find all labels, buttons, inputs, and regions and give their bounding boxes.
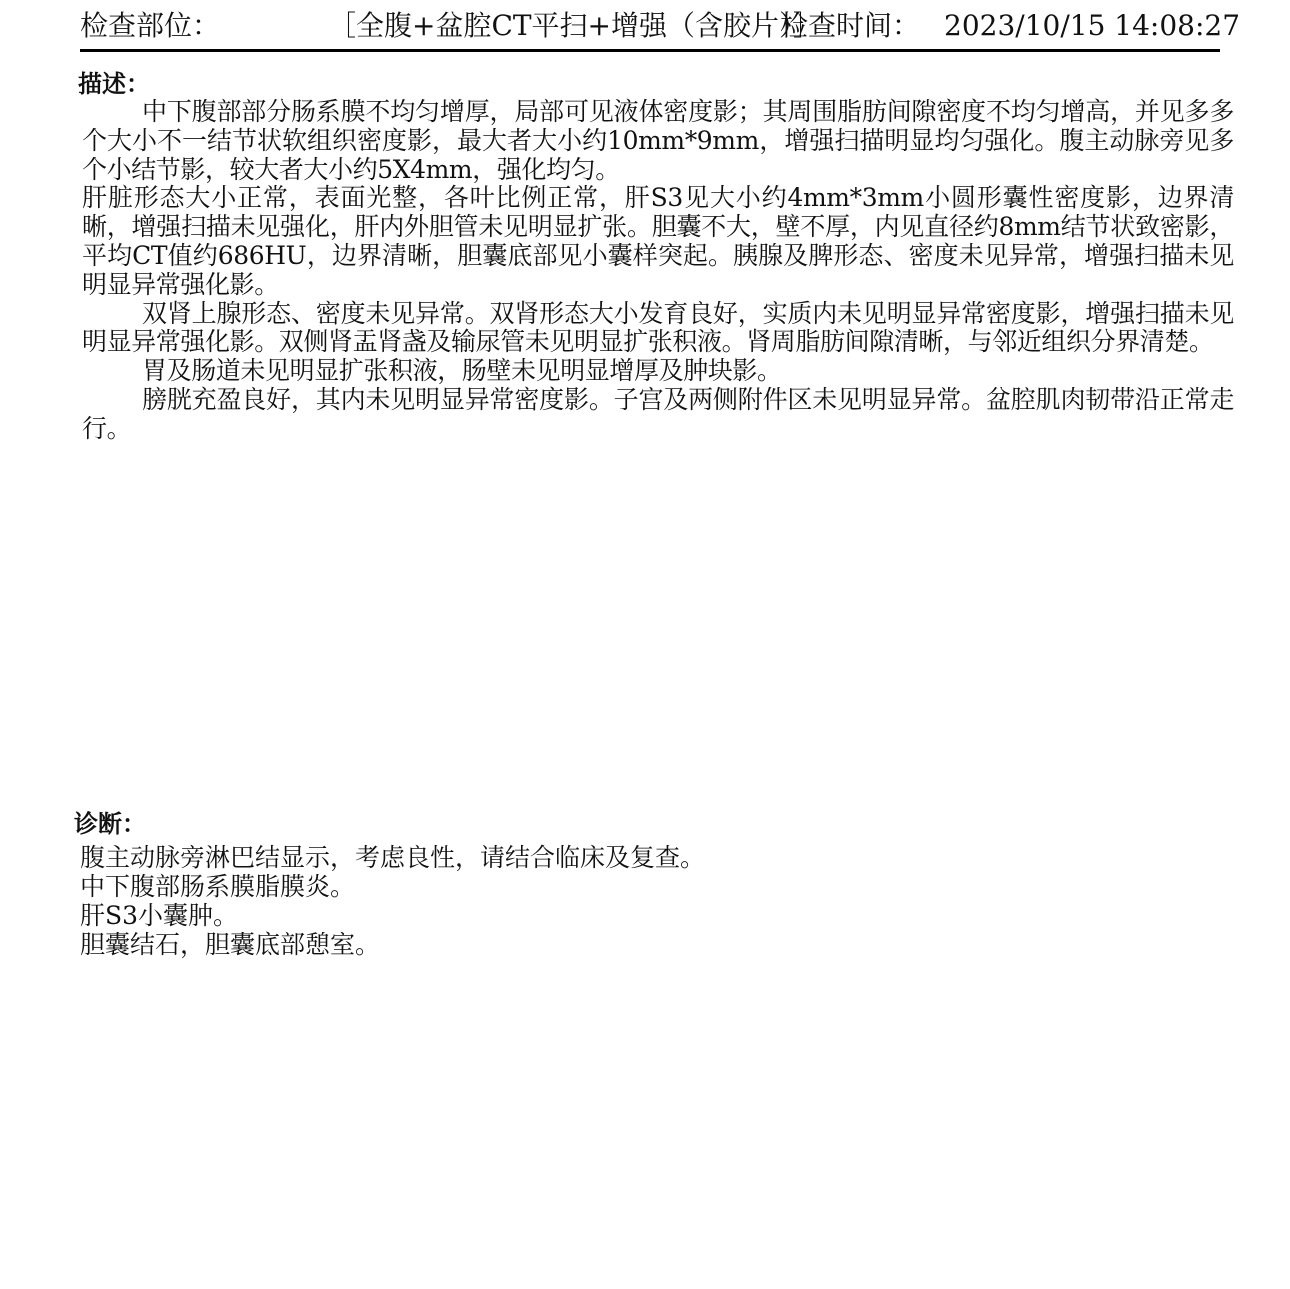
description-body: [82, 98, 1234, 444]
diagnosis-line: 肝S3小囊肿。: [80, 901, 239, 930]
diagnosis-line: 中下腹部肠系膜脂膜炎。: [80, 872, 356, 901]
description-paragraph: 膀胱充盈良好，其内未见明显异常密度影。子宫及两侧附件区未见明显异常。盆腔肌肉韧带沿正常走行。: [82, 384, 1234, 443]
header-divider: [80, 49, 1220, 52]
diagnosis-line: 胆囊结石，胆囊底部憩室。: [80, 930, 381, 959]
description-label: 描述：: [78, 70, 150, 98]
exam-time-label: 检查时间：: [780, 9, 921, 42]
description-paragraph: 肝脏形态大小正常，表面光整，各叶比例正常，肝S3见大小约4mm*3mm小圆形囊性密度影，边界清晰，增强扫描未见强化，肝内外胆管未见明显扩张。胆囊不大，壁不厚，内见直径约8mm结节状致密影，平均CT值约686HU，边界清晰，胆囊底部见小囊样突起。胰腺及脾形态、密度未见异常，增强扫描未见明显异常强化影。: [82, 183, 1234, 299]
exam-site-label: 检查部位：: [80, 9, 221, 42]
exam-site-value: ［全腹+盆腔CT平扫+增强（含胶片）］: [328, 9, 822, 42]
diagnosis-label: 诊断：: [74, 810, 146, 838]
description-paragraph: 双肾上腺形态、密度未见异常。双肾形态大小发育良好，实质内未见明显异常密度影，增强扫描未见明显异常强化影。双侧肾盂肾盏及输尿管未见明显扩张积液。肾周脂肪间隙清晰，与邻近组织分界清楚。: [82, 298, 1234, 357]
description-paragraph: 中下腹部部分肠系膜不均匀增厚，局部可见液体密度影；其周围脂肪间隙密度不均匀增高，并见多多个大小不一结节状软组织密度影，最大者大小约10mm*9mm，增强扫描明显均匀强化。腹主动脉旁见多个小结节影，较大者大小约5X4mm，强化均匀。: [82, 97, 1234, 184]
diagnosis-body: [80, 843, 1180, 959]
exam-time-value: 2023/10/15 14:08:27: [944, 9, 1241, 42]
exam-header: [80, 6, 1240, 46]
diagnosis-line: 腹主动脉旁淋巴结显示，考虑良性，请结合临床及复查。: [80, 843, 706, 872]
description-paragraph: 胃及肠道未见明显扩张积液，肠壁未见明显增厚及肿块影。: [142, 356, 782, 386]
